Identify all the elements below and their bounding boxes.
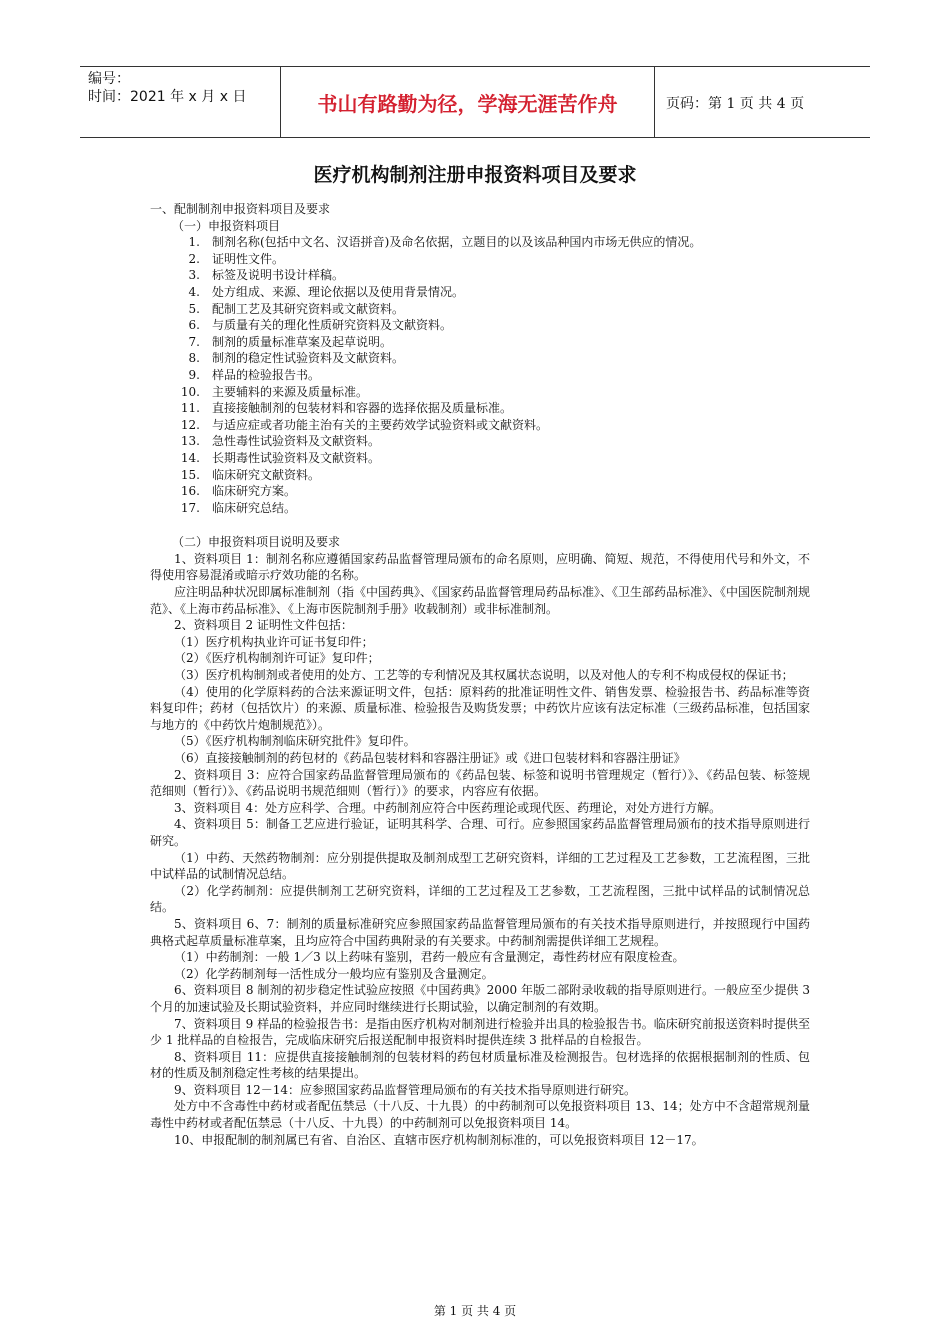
list-item-number: 13. [180,434,200,449]
paragraph: 3、资料项目 4：处方应科学、合理。中药制剂应符合中医药理论或现代医、药理论，对处方进行方解。 [174,800,722,815]
list-item-text: 长期毒性试验资料及文献资料。 [212,450,381,465]
list-item-number: 7. [188,334,200,349]
list-item-text: 制剂名称(包括中文名、汉语拼音)及命名依据，立题目的以及该品种国内市场无供应的情况。 [212,235,702,250]
list-item [150,500,810,517]
list-item-number: 16. [180,484,200,499]
header-page-info: 页码：第 1 页 共 4 页 [666,96,805,112]
list-item-text: 证明性文件。 [212,251,285,266]
list-item-text: 制剂的质量标准草案及起草说明。 [212,334,393,349]
paragraph: （1）中药、天然药物制剂：应分别提供提取及制剂成型工艺研究资料，详细的工艺过程及工艺参数，工艺流程图，三批中试样品的试制情况总结。 [150,850,810,882]
paragraph: （2）《医疗机构制剂许可证》复印件； [174,651,380,666]
document-title: 医疗机构制剂注册申报资料项目及要求 [313,164,637,186]
list-item [150,450,810,467]
paragraph: 9、资料项目 12－14：应参照国家药品监督管理局颁布的有关技术指导原则进行研究。 [174,1082,636,1097]
list-item-text: 直接接触制剂的包装材料和容器的选择依据及质量标准。 [212,401,513,416]
paragraph: （3）医疗机构制剂或者使用的处方、工艺等的专利情况及其权属状态说明，以及对他人的专利不构成侵权的保证书； [174,668,794,683]
document-number-label: 编号： [88,71,130,87]
list-item [150,467,810,484]
header-table [80,66,870,138]
list-item-number: 12. [180,417,200,432]
list-item [150,267,810,284]
paragraph: 6、资料项目 8 制剂的初步稳定性试验应按照《中国药典》2000 年版二部附录收载的指导原则进行。一般应至少提供 3 个月的加速试验及长期试验资料，并应同时继续进行长期试验，以确定制剂的有效期。 [150,983,810,1014]
paragraph: 1、资料项目 1：制剂名称应遵循国家药品监督管理局颁布的命名原则，应明确、简短、规范，不得使用代号和外文，不得使用容易混淆或暗示疗效功能的名称。 [150,551,810,583]
subsection-heading: （一）申报资料项目 [172,218,281,233]
paragraph: （5）《医疗机构制剂临床研究批件》复印件。 [174,734,416,749]
list-item-text: 临床研究文献资料。 [212,467,321,482]
list-item-number: 8. [188,351,200,366]
paragraph: 8、资料项目 11：应提供直接接触制剂的包装材料的药包材质量标准及检测报告。包材选择的依据根据制剂的性质、包材的性质及制剂稳定性考核的结果提出。 [150,1049,810,1081]
list-item-text: 样品的检验报告书。 [212,367,321,382]
list-item [150,334,810,351]
list-item-text: 处方组成、来源、理论依据以及使用背景情况。 [212,284,465,299]
paragraph: 4、资料项目 5：制备工艺应进行验证，证明其科学、合理、可行。应参照国家药品监督管理局颁布的技术指导原则进行研究。 [150,817,810,848]
paragraph: （2）化学药制剂每一活性成分一般均应有鉴别及含量测定。 [174,966,494,981]
list-item-number: 3. [188,268,200,283]
list-item-number: 1. [188,235,200,250]
list-item [150,234,810,251]
subsection-heading: （二）申报资料项目说明及要求 [172,535,341,550]
list-item-number: 10. [180,384,200,399]
paragraph: 2、资料项目 3：应符合国家药品监督管理局颁布的《药品包装、标签和说明书管理规定（暂行）》、《药品包装、标签规范细则（暂行）》、《药品说明书规范细则（暂行）》的要求，内容应有依据。 [150,767,810,799]
section-heading: 一、配制制剂申报资料项目及要求 [150,202,331,216]
list-item-number: 11. [180,401,200,416]
list-item-text: 与适应症或者功能主治有关的主要药效学试验资料或文献资料。 [212,417,549,432]
list-item-text: 临床研究总结。 [212,500,297,515]
requirements-explanations [150,551,810,1148]
paragraph: 2、资料项目 2 证明性文件包括： [174,618,353,633]
list-item [150,433,810,450]
list-item [150,367,810,384]
list-item [150,400,810,417]
list-item-number: 17. [180,500,200,515]
list-item-number: 4. [188,284,200,299]
paragraph: 应注明品种状况即属标准制剂（指《中国药典》、《国家药品监督管理局药品标准》、《卫生部药品标准》、《中国医院制剂规范》、《上海市药品标准》、《上海市医院制剂手册》收载制剂）或非标准制剂。 [150,585,811,616]
paragraph: （2）化学药制剂：应提供制剂工艺研究资料，详细的工艺过程及工艺参数，工艺流程图，三批中试样品的试制情况总结。 [150,883,810,915]
list-item-number: 15. [180,467,200,482]
page-footer: 第 1 页 共 4 页 [433,1304,517,1318]
list-item-number: 5. [188,301,200,316]
paragraph: 5、资料项目 6、7：制剂的质量标准研究应参照国家药品监督管理局颁布的有关技术指导原则进行，并按照现行中国药典格式起草质量标准草案，且均应符合中国药典附录的有关要求。中药制剂需提供详细工艺规程。 [150,916,810,948]
document-body [150,201,810,1148]
list-item-text: 临床研究方案。 [212,484,297,499]
list-item [150,251,810,268]
requirements-list [150,234,810,516]
list-item [150,350,810,367]
paragraph: （4）使用的化学原料药的合法来源证明文件，包括：原料药的批准证明性文件、销售发票、检验报告书、药品标准等资料复印件；药材（包括饮片）的来源、质量标准、检验报告及购货发票；中药饮片应该有法定标准（三级药品标准，包括国家与地方的《中药饮片炮制规范》）。 [150,684,811,732]
list-item [150,417,810,434]
list-item [150,317,810,334]
header-divider [654,67,655,137]
list-item-number: 14. [180,450,200,465]
paragraph: （1）中药制剂：一般 1／3 以上药味有鉴别，君药一般应有含量测定，毒性药材应有限度检查。 [174,950,685,965]
list-item-number: 2. [188,251,200,266]
list-item-text: 与质量有关的理化性质研究资料及文献资料。 [212,318,453,333]
paragraph: 7、资料项目 9 样品的检验报告书：是指由医疗机构对制剂进行检验并出具的检验报告书。临床研究前报送资料时提供至少 1 批样品的自检报告，完成临床研究后报送配制申报资料时提供连续 3 批样品的自检报告。 [150,1016,810,1048]
list-item-number: 9. [188,367,200,382]
list-item-text: 制剂的稳定性试验资料及文献资料。 [212,351,405,366]
paragraph: 10、申报配制的制剂属已有省、自治区、直辖市医疗机构制剂标准的，可以免报资料项目 12－17。 [174,1132,704,1147]
list-item [150,483,810,500]
list-item-text: 配制工艺及其研究资料或文献资料。 [212,301,405,316]
paragraph: （1）医疗机构执业许可证书复印件； [174,634,374,649]
document-time-label: 时间：2021 年 x 月 x 日 [88,89,247,105]
list-item-text: 标签及说明书设计样稿。 [212,268,345,283]
paragraph: （6）直接接触制剂的药包材的《药品包装材料和容器注册证》或《进口包装材料和容器注册证》 [174,751,686,765]
list-item [150,384,810,401]
list-item [150,301,810,318]
list-item [150,284,810,301]
list-item-text: 急性毒性试验资料及文献资料。 [212,434,381,449]
paragraph: 处方中不含毒性中药材或者配伍禁忌（十八反、十九畏）的中药制剂可以免报资料项目 13、14；处方中不含超常规剂量毒性中药材或者配伍禁忌（十八反、十九畏）的中药制剂可以免报资料项目 14。 [150,1099,810,1131]
list-item-number: 6. [188,318,200,333]
header-motto: 书山有路勤为径，学海无涯苦作舟 [317,91,618,116]
list-item-text: 主要辅料的来源及质量标准。 [212,384,369,399]
header-left-cell [88,70,246,106]
